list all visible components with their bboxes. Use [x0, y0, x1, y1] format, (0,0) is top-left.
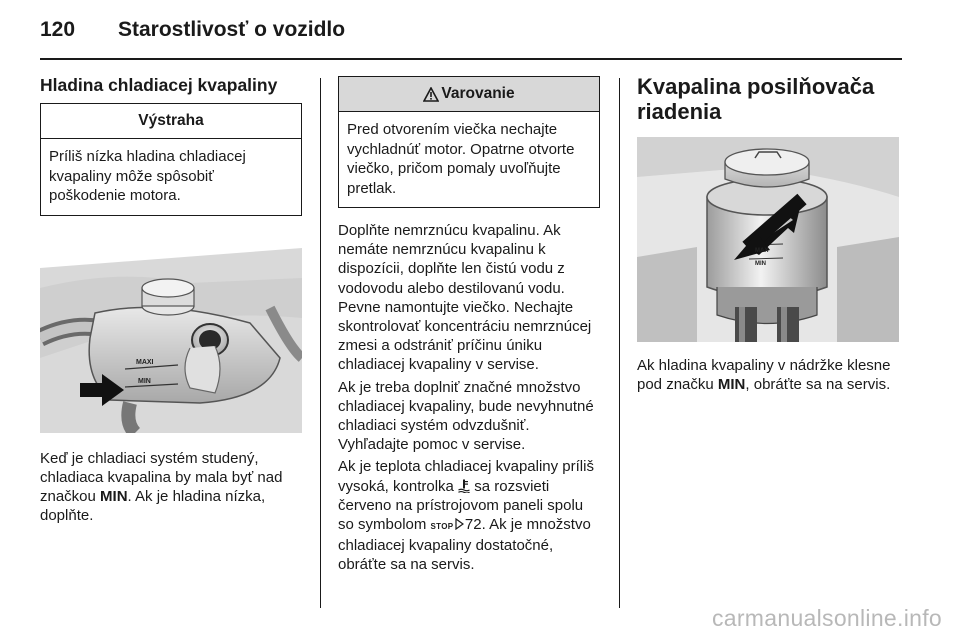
caution-box-heading [339, 77, 599, 112]
page-title: Starostlivosť o vozidlo [118, 18, 346, 41]
coolant-reservoir-illustration [40, 228, 302, 433]
column-divider-2 [619, 78, 620, 608]
temperature-text-3: . Ak je množstvo chladiacej kvapaliny dostatočné, obráťte sa na servis. [338, 516, 591, 574]
power-steering-reservoir-drawing [637, 137, 899, 342]
max-mark-label: MAXI [136, 358, 154, 366]
column-coolant [40, 74, 302, 525]
column-divider-1 [320, 78, 321, 608]
temperature-text-2: sa rozsvieti červeno na prístrojovom paneli spolu so symbolom [338, 477, 584, 534]
warning-box-heading: Výstraha [41, 104, 301, 139]
min-mark-label: MIN [138, 377, 151, 385]
page-number: 120 [40, 18, 76, 41]
caution-box [338, 76, 600, 208]
column-refill [338, 74, 600, 575]
min-mark-label: MIN [755, 261, 766, 267]
coolant-level-text-1: Keď je chladiaci systém studený, chladiaca kvapalina by mala byť nad značkou [40, 449, 283, 505]
coolant-temperature-icon [458, 479, 470, 493]
coolant-level-paragraph [40, 449, 302, 526]
power-steering-paragraph [637, 356, 905, 394]
caution-box-text: Pred otvorením viečka nechajte vychladnúť motor. Opatrne otvorte viečko, pričom pomaly uvoľňujte pretlak. [347, 121, 575, 197]
caution-heading-text: Varovanie [441, 85, 515, 102]
power-steering-text-2: , obráťte sa na servis. [745, 376, 891, 394]
temperature-text-1: Ak je teplota chladiacej kvapaliny príliš vysoká, kontrolka [338, 458, 594, 495]
min-mark-text: MIN [100, 487, 128, 505]
coolant-reservoir-drawing [40, 228, 302, 433]
warning-triangle-icon [423, 87, 439, 102]
section-title-power-steering: Kvapalina posilňovača riadenia [637, 74, 875, 124]
page-reference[interactable]: 72 [464, 516, 482, 534]
power-steering-reservoir-illustration [637, 137, 899, 342]
max-mark-label: MAX [755, 248, 769, 254]
bleeding-paragraph: Ak je treba doplniť značné množstvo chladiacej kvapaliny, bude nevyhnutné chladiaci systém odvzdušniť. Vyhľadajte pomoc v servise. [338, 378, 594, 454]
page-reference-arrow-icon [455, 518, 464, 530]
power-steering-text-1: Ak hladina kvapaliny v nádržke klesne pod značku [637, 357, 891, 394]
watermark: carmanualsonline.info [711, 605, 942, 631]
column-power-steering [637, 74, 905, 394]
temperature-paragraph [338, 457, 600, 574]
section-title-coolant: Hladina chladiacej kvapaliny [40, 75, 278, 95]
header-rule [40, 58, 902, 60]
warning-box [40, 103, 302, 216]
warning-box-text: Príliš nízka hladina chladiacej kvapaliny môže spôsobiť poškodenie motora. [49, 148, 246, 204]
min-mark-text: MIN [717, 376, 746, 394]
coolant-level-text-2: . Ak je hladina nízka, doplňte. [40, 487, 266, 525]
refill-paragraph: Doplňte nemrznúcu kvapalinu. Ak nemáte nemrznúcu kvapalinu k dispozícii, doplňte len čistú vodu z vodovodu alebo destilovanú vodu. Pevne namontujte viečko. Nechajte skontrolovať koncentráciu nemrznúcej zmesi a odstrániť príčinu úniku chladiacej kvapaliny v servise. [338, 222, 592, 374]
stop-symbol: STOP [430, 522, 454, 532]
